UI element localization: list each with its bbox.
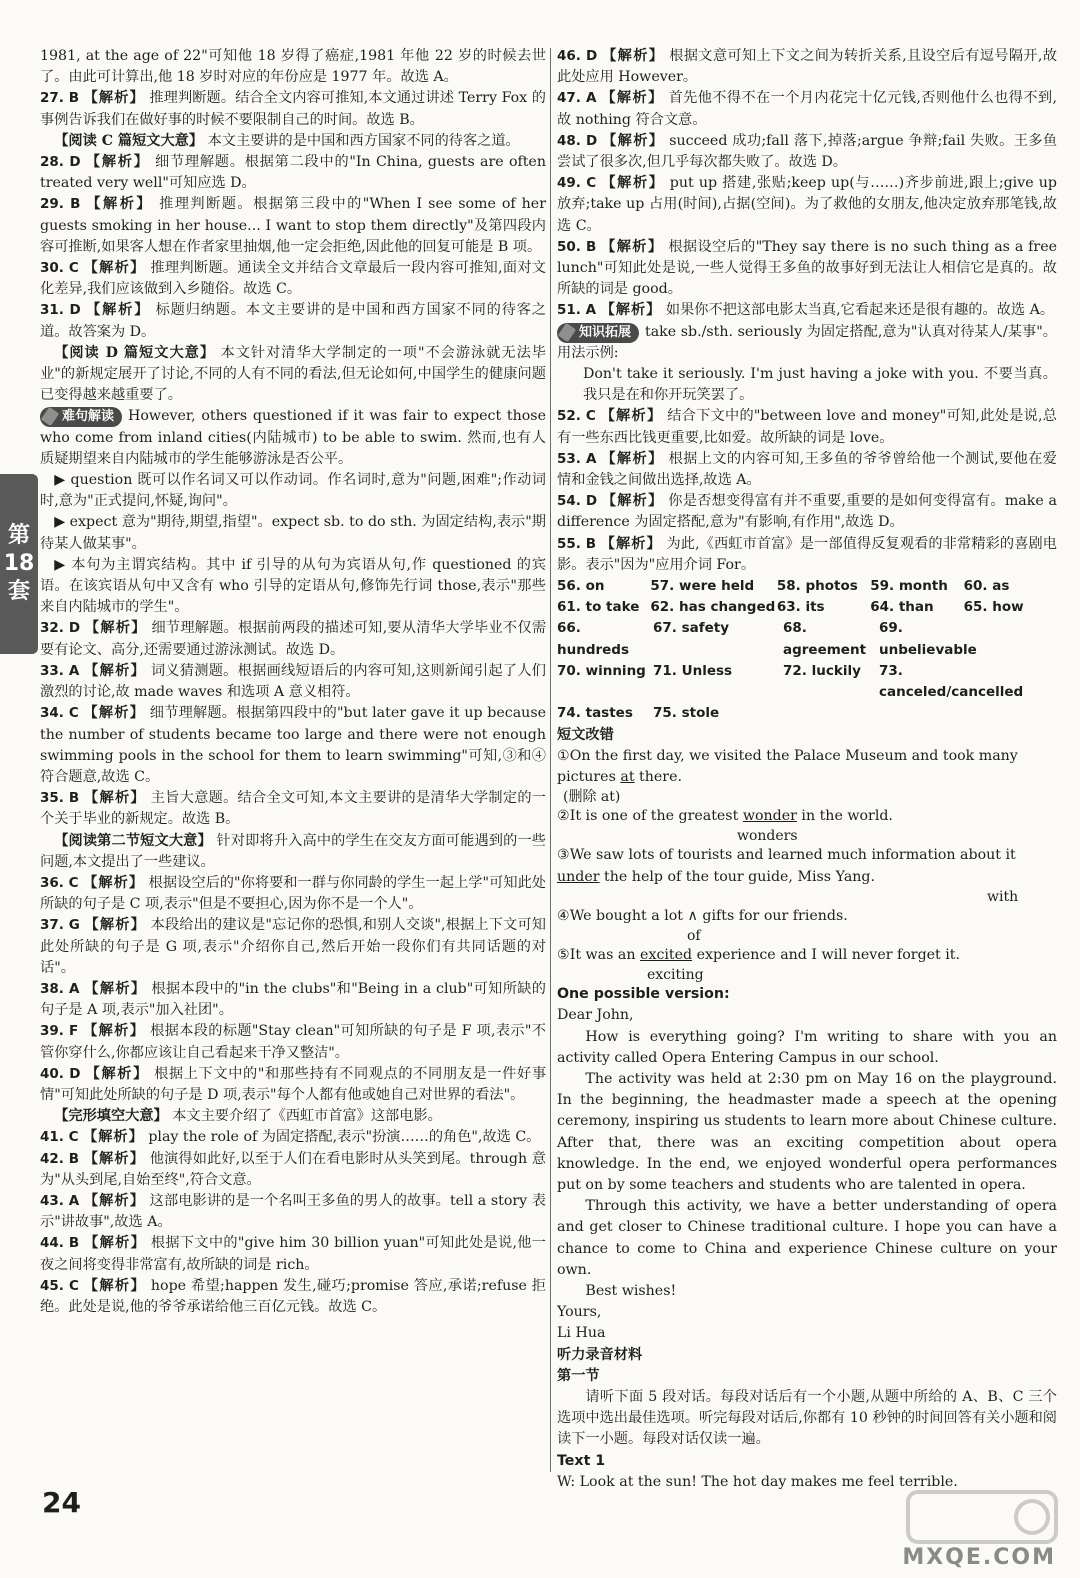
letter-paragraph: The activity was held at 2:30 pm on May 16 on the playground. In the beginning, the headmaster made a speech at the opening ceremony, inspiring us students to learn more about Chinese culture. After that, there was an exciting competition about opera knowledge. In the end, we enjoyed wonderful opera performances put on by some teachers and students who are talented in opera. — [557, 1070, 1057, 1193]
analysis-tag: 【解析】 — [86, 196, 154, 213]
plain-text: Don't take it seriously. I'm just having a joke with you. 不要当真。我只是在和你开玩笑罢了。 — [583, 366, 1057, 404]
entry-text: 本句为主谓宾结构。其中 if 引导的从句为宾语从句,作 questioned 的宾语。在该宾语从句中又含有 who 引导的定语从句,修饰先行词 those,表示"那些来自内陆城市的学生"。 — [40, 556, 546, 616]
answer-cell: 60. as — [963, 578, 1010, 595]
analysis-tag: 【解析】 — [83, 1129, 144, 1146]
entry-text: 本段给出的建议是"忘记你的恐惧,和别人交谈",根据上下文可知此处所缺的句子是 G 项,表示"介绍你自己,然后开始一段你们有共同话题的对话"。 — [40, 917, 546, 976]
question-number: 51. A — [557, 302, 597, 319]
analysis-tag: 【解析】 — [85, 154, 150, 171]
correction-error-word: wonder — [742, 808, 797, 825]
answer-entry — [40, 618, 546, 660]
correction-before: ⑤It was an — [557, 946, 641, 963]
correction-item — [557, 845, 1057, 905]
question-number: 55. B — [557, 535, 597, 552]
entry-text: 根据上文的内容可知,王多鱼的爷爷曾给他一个测试,要他在爱情和金钱之间做出选择,故选 A。 — [557, 450, 1057, 489]
entry-text: 这部电影讲的是一个名叫王多鱼的男人的故事。tell a story 表示"讲故事",故选 A。 — [40, 1192, 546, 1231]
letter-closing: Yours, — [557, 1304, 602, 1321]
analysis-tag: 【解析】 — [83, 1150, 146, 1167]
bullet-icon: ▶ — [54, 514, 66, 531]
analysis-tag: 【解析】 — [600, 302, 662, 319]
analysis-tag: 【解析】 — [602, 48, 665, 64]
analysis-tag: 【解析】 — [83, 260, 146, 277]
answer-cell: 73. canceled/cancelled — [879, 662, 1024, 701]
pen-icon — [558, 323, 576, 342]
correction-error-word: under — [557, 868, 600, 885]
answer-entry — [557, 300, 1057, 321]
answer-cell: 66. hundreds — [557, 620, 630, 658]
question-number: 29. B — [40, 196, 81, 213]
question-number: 38. A — [40, 980, 80, 997]
analysis-tag: 【解析】 — [83, 1277, 146, 1294]
answer-cell: 74. tastes — [557, 705, 633, 722]
question-number: 28. D — [40, 154, 81, 171]
analysis-tag: 【解析】 — [86, 302, 151, 319]
answer-row — [557, 618, 1057, 660]
answer-cell: 56. on — [557, 578, 605, 595]
entry-text: 词义猜测题。根据画线短语后的内容可知,这则新闻引起了人们激烈的讨论,故 made waves 和选项 A 意义相符。 — [40, 662, 546, 701]
entry-text: 1981, at the age of 22"可知他 18 岁得了癌症,1981 年他 22 岁的时候去世了。由此可计算出,他 18 岁时对应的年份应是 1977 年。故选 A。 — [40, 48, 546, 86]
correction-title: 短文改错 — [557, 726, 614, 743]
answer-entry — [557, 88, 1057, 130]
question-number: 47. A — [557, 90, 597, 107]
answer-entry — [40, 88, 546, 130]
entry-text: 首先他不得不在一个月内花完十亿元钱,否则他什么也得不到,故 nothing 符合文意。 — [557, 90, 1057, 128]
answer-cell: 72. luckily — [783, 662, 861, 679]
question-number: 40. D — [40, 1065, 81, 1082]
answer-entry — [40, 512, 546, 554]
question-number: 36. C — [40, 874, 79, 891]
pen-icon — [41, 407, 59, 426]
entry-text: 他演得如此好,以至于人们在看电影时从头笑到尾。through 意为"从头到尾,自始至终",符合文意。 — [40, 1150, 546, 1188]
answer-entry — [40, 1149, 546, 1191]
entry-text: 如果你不把这部电影太当真,它看起来还是很有趣的。故选 A。 — [665, 302, 1055, 319]
bullet-icon: ▶ — [54, 472, 66, 489]
entry-text: 细节理解题。根据第四段中的"but later gave it up because the number of students became too large and there were not enough swimming pools in the school for them to learn swimming"可知,③和④符合题意,故选 C。 — [40, 705, 546, 785]
analysis-tag: 【解析】 — [84, 620, 147, 637]
correction-fix: (删除 at) — [563, 789, 621, 806]
answer-row — [557, 703, 1057, 724]
question-number: 33. A — [40, 662, 80, 679]
correction-after: there. — [634, 768, 682, 785]
question-number: 35. B — [40, 790, 80, 807]
answer-entry — [557, 449, 1057, 491]
answer-row — [557, 661, 1057, 703]
analysis-tag: 【解析】 — [84, 1235, 147, 1252]
answer-entry — [40, 1276, 546, 1318]
analysis-tag: 【解析】 — [601, 238, 664, 255]
question-number: 45. C — [40, 1277, 79, 1294]
question-number: 42. B — [40, 1150, 80, 1167]
question-number: 50. B — [557, 238, 597, 255]
correction-fix: with — [987, 888, 1019, 905]
sample-letter — [557, 984, 1057, 1344]
answer-cell: 71. Unless — [653, 662, 733, 679]
answer-cell: 67. safety — [653, 620, 730, 637]
answer-entry — [40, 343, 546, 407]
correction-before: ④We bought a lot ∧ gifts for our friends. — [557, 907, 848, 924]
answer-cell: 61. to take — [557, 599, 640, 616]
listening-title: 听力录音材料 — [557, 1346, 643, 1363]
letter-signature: Li Hua — [557, 1325, 606, 1342]
listening-text-title: Text 1 — [557, 1452, 606, 1469]
entry-text: 本文主要介绍了《西虹市首富》这部电影。 — [172, 1108, 442, 1125]
entry-text: 为此,《西虹市首富》是一部值得反复观看的非常精彩的喜剧电影。表示"因为"应用介词 For。 — [557, 535, 1057, 573]
question-number: 34. C — [40, 705, 79, 722]
analysis-tag: 【解析】 — [84, 790, 146, 807]
bullet-icon: ▶ — [54, 556, 66, 573]
entry-text: 细节理解题。根据前两段的描述可知,要从清华大学毕业不仅需要有论文、高分,还需要通过游泳测试。故选 D。 — [40, 620, 547, 658]
letter-paragraph: Best wishes! — [585, 1282, 677, 1299]
answer-entry — [557, 322, 1057, 364]
entry-text: 根据下文中的"give him 30 billion yuan"可知此处是说,他一夜之间将变得非常富有,故所缺的词是 rich。 — [40, 1235, 546, 1273]
answer-row — [557, 576, 1057, 597]
answer-cell: 58. photos — [776, 578, 858, 595]
question-number: 46. D — [557, 48, 598, 64]
correction-error-word: at — [620, 768, 635, 785]
summary-title: 【阅读 C 篇短文大意】 — [54, 132, 204, 149]
answer-entry — [557, 406, 1057, 448]
entry-text: expect 意为"期待,期望,指望"。expect sb. to do sth. 为固定结构,表示"期待某人做某事"。 — [40, 514, 546, 552]
answer-entry — [40, 1191, 546, 1233]
answer-entry — [557, 237, 1057, 301]
correction-item — [557, 945, 1057, 984]
answer-cell: 68. agreement — [783, 620, 867, 658]
listening-section — [557, 1345, 1057, 1493]
entry-text: question 既可以作名词又可以作动词。作名词时,意为"问题,困难";作动词时,意为"正式提问,怀疑,询问"。 — [40, 472, 546, 510]
entry-text: 结合下文中的"between love and money"可知,此处是说,总有一些东西比钱更重要,比如爱。故所缺的词是 love。 — [557, 408, 1057, 446]
answer-entry — [40, 979, 546, 1021]
listening-instructions: 请听下面 5 段对话。每段对话后有一个小题,从题中所给的 A、B、C 三个选项中选出最佳选项。听完每段对话后,你都有 10 秒钟的时间回答有关小题和阅读下一小题。每段对话仅读一遍。 — [557, 1388, 1057, 1448]
column-divider — [550, 48, 551, 1472]
correction-error-word: excited — [640, 946, 693, 963]
left-column — [40, 46, 546, 1318]
analysis-tag: 【解析】 — [84, 917, 146, 934]
page-number: 24 — [42, 1486, 81, 1519]
right-entries — [557, 46, 1057, 576]
answer-entry — [40, 555, 546, 619]
answer-entry — [557, 173, 1057, 237]
answer-entry — [40, 1106, 546, 1127]
correction-item — [557, 806, 1057, 845]
letter-greeting: Dear John, — [557, 1007, 634, 1024]
section-badge — [557, 323, 639, 343]
correction-item — [557, 906, 1057, 945]
answer-entry — [40, 470, 546, 512]
entry-text: 根据设空后的"你将要和一群与你同龄的学生一起上学"可知此处所缺的句子是 C 项,表示"但是不要担心,因为你不是一个人"。 — [40, 874, 546, 913]
analysis-tag: 【解析】 — [601, 175, 665, 192]
answer-entry — [557, 131, 1057, 173]
question-number: 49. C — [557, 175, 597, 192]
analysis-tag: 【解析】 — [84, 662, 147, 679]
entry-text: play the role of 为固定搭配,表示"扮演……的角色",故选 C。 — [148, 1129, 541, 1146]
question-number: 43. A — [40, 1192, 80, 1209]
answer-entry — [40, 661, 546, 703]
badge-label: 难句解读 — [62, 409, 115, 425]
question-number: 52. C — [557, 408, 596, 425]
analysis-tag: 【解析】 — [601, 493, 664, 510]
analysis-tag: 【解析】 — [83, 874, 145, 891]
entry-text: succeed 成功;fall 落下,掉落;argue 争辩;fail 失败。王多鱼尝试了很多次,但几乎每次都失败了。故选 D。 — [557, 132, 1058, 171]
answer-cell: 62. has changed — [650, 599, 776, 616]
analysis-tag: 【解析】 — [83, 705, 146, 722]
answer-entry — [40, 873, 546, 915]
letter-body — [557, 1027, 1057, 1303]
correction-fix: wonders — [737, 828, 798, 845]
entry-text: 推理判断题。结合全文内容可推知,本文通过讲述 Terry Fox 的事例告诉我们在做好事的时候不要限制自己的时间。故选 B。 — [40, 90, 546, 128]
entry-text: 针对即将升入高中的学生在交友方面可能遇到的一些问题,本文提出了一些建议。 — [40, 832, 546, 870]
entry-text: take sb./sth. seriously 为固定搭配,意为"认真对待某人/某事"。用法示例: — [557, 323, 1057, 361]
question-number: 31. D — [40, 302, 81, 319]
answer-cell: 63. its — [776, 599, 825, 616]
answer-row — [557, 597, 1057, 618]
answer-cell: 57. were held — [650, 578, 755, 595]
answer-cell: 59. month — [870, 578, 948, 595]
analysis-tag: 【解析】 — [601, 450, 664, 467]
answer-entry — [40, 131, 546, 152]
correction-list — [557, 746, 1057, 984]
watermark-text: MXQE.COM — [902, 1545, 1056, 1570]
listening-section-label: 第一节 — [557, 1367, 600, 1384]
correction-fix: exciting — [647, 967, 704, 984]
answer-cell: 70. winning — [557, 662, 646, 679]
answer-entry — [557, 46, 1057, 88]
entry-text: hope 希望;happen 发生,碰巧;promise 答应,承诺;refuse 拒绝。此处是说,他的爷爷承诺给他三百亿元钱。故选 C。 — [40, 1277, 546, 1315]
question-number: 41. C — [40, 1129, 79, 1146]
question-number: 48. D — [557, 132, 598, 149]
entry-text: 主旨大意题。结合全文可知,本文主要讲的是清华大学制定的一个关于毕业的新规定。故选 B。 — [40, 790, 546, 828]
summary-title: 【阅读第二节短文大意】 — [54, 832, 212, 849]
answer-entry — [557, 534, 1057, 576]
entry-text: 本文主要讲的是中国和西方国家不同的待客之道。 — [207, 132, 520, 149]
tab-text: 18 — [3, 551, 35, 576]
correction-after: in the world. — [796, 808, 893, 825]
answer-cell: 75. stole — [653, 705, 720, 722]
correction-before: ②It is one of the greatest — [557, 808, 743, 825]
answer-cell: 69. unbelievable — [879, 620, 977, 658]
correction-section — [557, 725, 1057, 985]
entry-text: 根据设空后的"They say there is no such thing as a free lunch"可知此处是说,一些人觉得王多鱼的故事好到无法让人相信它是真的。故所缺的词是 good。 — [557, 238, 1057, 298]
listening-line: W: Look at the sun! The hot day makes me feel terrible. — [557, 1473, 958, 1490]
correction-item — [557, 746, 1057, 806]
summary-title: 【完形填空大意】 — [54, 1108, 168, 1125]
correction-after: the help of the tour guide, Miss Yang. — [599, 868, 876, 885]
answer-entry — [40, 1127, 546, 1148]
letter-paragraph: Through this activity, we have a better understanding of opera and get closer to Chinese traditional culture. I hope you can have a chance to come to China and experience Chinese culture on your own. — [557, 1198, 1057, 1278]
answer-entry — [40, 1233, 546, 1275]
set-number-tab — [0, 474, 38, 654]
answer-entry — [40, 194, 546, 258]
letter-paragraph: How is everything going? I'm writing to share with you an activity called Opera Entering Campus in our school. — [557, 1028, 1057, 1066]
tab-text: 套 — [7, 579, 30, 604]
analysis-tag: 【解析】 — [600, 535, 662, 552]
correction-before: ①On the first day, we visited the Palace Museum and took many pictures — [557, 747, 1018, 785]
letter-title: One possible version: — [557, 986, 730, 1003]
entry-text: 根据文意可知上下文之间为转折关系,且设空后有逗号隔开,故此处应用 However。 — [557, 48, 1058, 86]
answer-entry — [40, 46, 546, 88]
analysis-tag: 【解析】 — [601, 90, 664, 107]
entry-text: 根据本段中的"in the clubs"和"Being in a club"可知所缺的句子是 A 项,表示"加入社团"。 — [40, 980, 546, 1019]
entry-text: However, others questioned if it was fair to expect those who come from inland cities(内陆城市) to be able to swim. 然而,也有人质疑期望来自内陆城市的学生能够游泳是否公平。 — [40, 408, 546, 467]
answer-entry — [40, 703, 546, 788]
answer-entry — [40, 788, 546, 830]
correction-fix: of — [687, 927, 701, 944]
question-number: 27. B — [40, 90, 80, 107]
right-column — [557, 46, 1057, 1493]
answer-entry — [40, 258, 546, 300]
question-number: 32. D — [40, 620, 81, 637]
answer-entry — [40, 1064, 546, 1106]
entry-text: 本文针对清华大学制定的一项"不会游泳就无法毕业"的新规定展开了讨论,不同的人有不同的看法,但无论如何,中国学生的健康问题已变得越来越重要了。 — [40, 344, 546, 404]
tab-text: 第 — [7, 523, 30, 548]
analysis-tag: 【解析】 — [600, 408, 663, 425]
entry-text: 你是否想变得富有并不重要,重要的是如何变得富有。make a difference 为固定搭配,意为"有影响,有作用",故选 D。 — [557, 493, 1057, 531]
section-badge — [40, 407, 122, 427]
analysis-tag: 【解析】 — [83, 1023, 146, 1040]
analysis-tag: 【解析】 — [83, 1192, 146, 1209]
answer-entry — [557, 364, 1057, 406]
entry-text: put up 搭建,张贴;keep up(与……)齐步前进,跟上;give up 放弃;take up 占用(时间),占据(空间)。为了救他的女朋友,他决定放弃那笔钱,故选 C。 — [557, 175, 1057, 234]
answer-grid — [557, 576, 1057, 724]
correction-before: ③We saw lots of tourists and learned much information about it — [557, 847, 1016, 864]
entry-text: 推理判断题。根据第三段中的"When I see some of her guests smoking in her house... I want to stop them directly"及第四段内容可推断,如果客人想在作者家里抽烟,他一定会拒绝,因此他的回复可能是 B 项。 — [40, 196, 546, 255]
entry-text: 细节理解题。根据第二段中的"In China, guests are often treated very well"可知应选 D。 — [40, 154, 546, 192]
entry-text: 根据上下文中的"和那些持有不同观点的不同朋友是一件好事情"可知此处所缺的句子是 D 项,表示"每个人都有他或她自己对世界的看法"。 — [40, 1065, 547, 1103]
answer-entry — [40, 152, 546, 194]
answer-entry — [40, 406, 546, 470]
question-number: 39. F — [40, 1023, 79, 1040]
question-number: 30. C — [40, 260, 79, 277]
answer-entry — [40, 831, 546, 873]
question-number: 53. A — [557, 450, 597, 467]
summary-title: 【阅读 D 篇短文大意】 — [54, 344, 216, 361]
analysis-tag: 【解析】 — [85, 1065, 149, 1082]
question-number: 54. D — [557, 493, 598, 510]
analysis-tag: 【解析】 — [84, 980, 147, 997]
analysis-tag: 【解析】 — [602, 132, 665, 149]
entry-text: 根据本段的标题"Stay clean"可知所缺的句子是 F 项,表示"不管你穿什么,你都应该让自己看起来干净又整洁"。 — [40, 1023, 546, 1061]
entry-text: 标题归纳题。本文主要讲的是中国和西方国家不同的待客之道。故答案为 D。 — [40, 302, 546, 340]
question-number: 44. B — [40, 1235, 80, 1252]
answer-entry — [40, 1021, 546, 1063]
badge-label: 知识拓展 — [579, 324, 632, 340]
answer-entry — [40, 915, 546, 979]
correction-after: experience and I will never forget it. — [692, 946, 961, 963]
entry-text: 推理判断题。通读全文并结合文章最后一段内容可推知,面对文化差异,我们应该做到入乡随俗。故选 C。 — [40, 260, 546, 298]
answer-entry — [557, 491, 1057, 533]
analysis-tag: 【解析】 — [83, 90, 145, 107]
answer-cell: 65. how — [963, 599, 1024, 616]
question-number: 37. G — [40, 917, 80, 934]
answer-entry — [40, 300, 546, 342]
answer-cell: 64. than — [870, 599, 934, 616]
